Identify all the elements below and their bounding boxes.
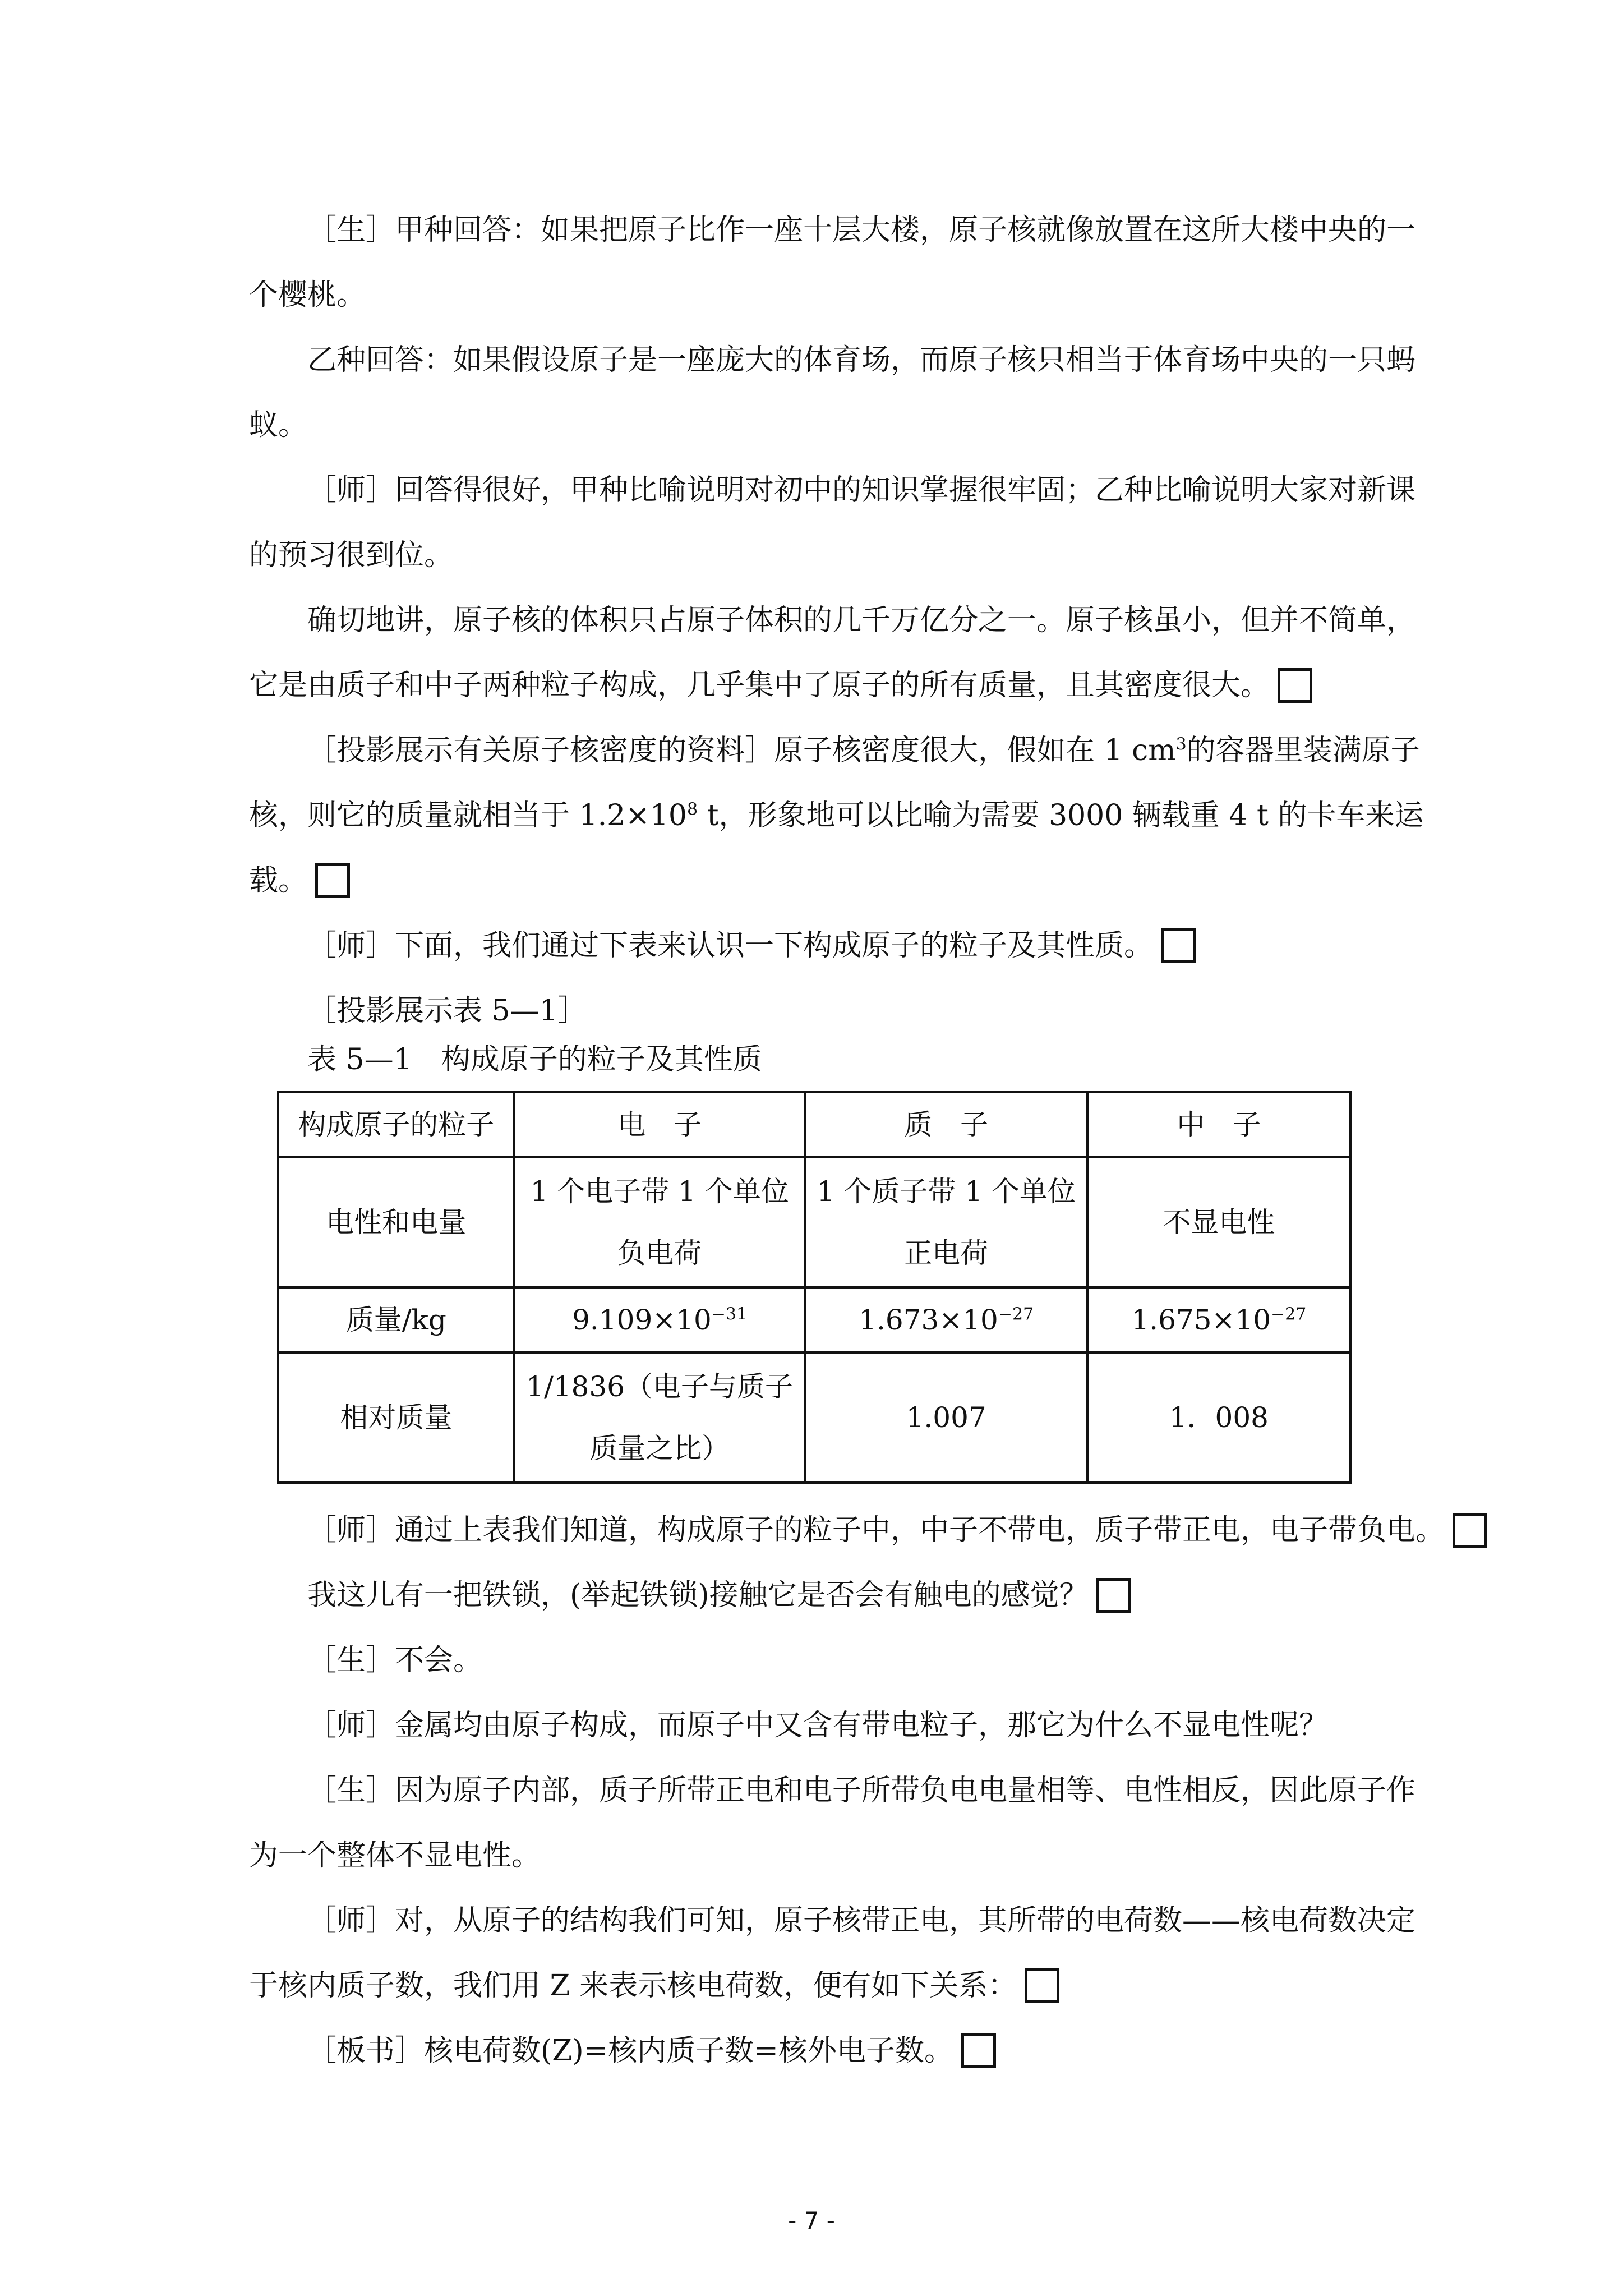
table-row — [278, 1157, 1350, 1287]
para-12-line-1: ［生］因为原子内部，质子所带正电和电子所带负电电量相等、电性相反，因此原子作 — [307, 1774, 1416, 1807]
para-5-text-d: t，形象地可以比喻为需要 3000 辆载重 4 t 的卡车来运 — [698, 799, 1424, 832]
para-5-text-a: ［投影展示有关原子核密度的资料］原子核密度很大，假如在 1 cm — [307, 734, 1176, 767]
cell-line: 1 个电子带 1 个单位 — [530, 1175, 789, 1208]
para-13-line-1: ［师］对，从原子的结构我们可知，原子核带正电，其所带的电荷数——核电荷数决定 — [307, 1904, 1416, 1938]
paragraph-6 — [249, 913, 1387, 978]
table-header-cell: 构成原子的粒子 — [278, 1092, 514, 1157]
cell-line: 1/1836（电子与质子 — [526, 1370, 794, 1403]
cell-exponent: −27 — [1271, 1304, 1307, 1324]
paragraph-5 — [249, 718, 1424, 913]
para-12-line-2: 为一个整体不显电性。 — [249, 1839, 541, 1872]
paragraph-9 — [307, 1563, 1446, 1628]
table-cell — [1087, 1287, 1350, 1352]
paragraph-11 — [307, 1693, 1446, 1758]
para-9-line-1: 我这儿有一把铁锁，(举起铁锁)接触它是否会有触电的感觉？ — [307, 1579, 1089, 1612]
paragraph-2 — [249, 328, 1416, 458]
para-6-line-1: ［师］下面，我们通过下表来认识一下构成原子的粒子及其性质。 — [307, 929, 1154, 963]
para-5-text-e: 载。 — [249, 864, 308, 898]
para-11-line-1: ［师］金属均由原子构成，而原子中又含有带电粒子，那它为什么不显电性呢？ — [307, 1709, 1329, 1742]
table-header-row — [278, 1092, 1350, 1157]
para-1-line-2: 个樱桃。 — [249, 278, 366, 312]
para-10-line-1: ［生］不会。 — [307, 1644, 483, 1677]
table-row-label: 电性和电量 — [278, 1157, 514, 1287]
table-caption: 表 5—1 构成原子的粒子及其性质 — [307, 1043, 762, 1076]
cell-line: 质量之比） — [589, 1432, 730, 1465]
table-header-cell: 电 子 — [514, 1092, 805, 1157]
paragraph-12 — [249, 1758, 1416, 1888]
particle-table — [277, 1091, 1352, 1484]
checkbox[interactable] — [961, 2033, 996, 2068]
cell-line: 正电荷 — [904, 1237, 989, 1269]
superscript: 3 — [1175, 734, 1187, 754]
para-3-line-2: 的预习很到位。 — [249, 539, 454, 572]
table-row — [278, 1352, 1350, 1483]
checkbox[interactable] — [1278, 668, 1312, 703]
paragraph-7 — [249, 978, 1387, 1043]
checkbox[interactable] — [315, 863, 350, 898]
table-cell — [514, 1157, 805, 1287]
cell-line: 负电荷 — [617, 1237, 702, 1269]
cell-exponent: −31 — [711, 1304, 748, 1324]
para-3-line-1: ［师］回答得很好，甲种比喻说明对初中的知识掌握很牢固；乙种比喻说明大家对新课 — [307, 473, 1416, 507]
table-cell — [805, 1157, 1087, 1287]
paragraph-10 — [307, 1628, 1446, 1693]
table-cell: 不显电性 — [1087, 1157, 1350, 1287]
cell-line: 1 个质子带 1 个单位 — [817, 1175, 1076, 1208]
paragraph-4 — [249, 588, 1416, 718]
paragraph-3 — [249, 458, 1416, 588]
table-header-cell: 质 子 — [805, 1092, 1087, 1157]
cell-value: 1.673×10 — [859, 1304, 998, 1336]
para-4-line-1: 确切地讲，原子核的体积只占原子体积的几千万亿分之一。原子核虽小，但并不简单， — [307, 604, 1416, 637]
checkbox[interactable] — [1096, 1578, 1131, 1613]
checkbox[interactable] — [1161, 928, 1196, 963]
para-14-line-1: ［板书］核电荷数(Z)=核内质子数=核外电子数。 — [307, 2034, 953, 2068]
para-1-line-1: ［生］甲种回答：如果把原子比作一座十层大楼，原子核就像放置在这所大楼中央的一 — [307, 213, 1416, 247]
cell-exponent: −27 — [998, 1304, 1034, 1324]
para-13-line-2: 于核内质子数，我们用 Z 来表示核电荷数，便有如下关系： — [249, 1969, 1017, 2003]
table-cell: 1．008 — [1087, 1352, 1350, 1483]
para-7-line-1: ［投影展示表 5—1］ — [307, 994, 587, 1028]
paragraph-13 — [249, 1888, 1416, 2018]
table-header-cell: 中 子 — [1087, 1092, 1350, 1157]
para-2-line-1: 乙种回答：如果假设原子是一座庞大的体育场，而原子核只相当于体育场中央的一只蚂 — [307, 343, 1416, 377]
table-row — [278, 1287, 1350, 1352]
checkbox[interactable] — [1453, 1513, 1487, 1548]
checkbox[interactable] — [1025, 1968, 1059, 2003]
table-cell: 1.007 — [805, 1352, 1087, 1483]
table-cell — [514, 1287, 805, 1352]
table-row-label: 质量/kg — [278, 1287, 514, 1352]
cell-value: 1.675×10 — [1131, 1304, 1271, 1336]
para-5-text-b: 的容器里装满原子 — [1186, 734, 1420, 767]
paragraph-14 — [307, 2018, 1446, 2083]
cell-value: 9.109×10 — [572, 1304, 712, 1336]
para-5-text-c: 核，则它的质量就相当于 1.2×10 — [249, 799, 687, 832]
paragraph-8 — [307, 1498, 1446, 1563]
superscript: 8 — [686, 799, 698, 820]
paragraph-1 — [249, 197, 1416, 328]
table-row-label: 相对质量 — [278, 1352, 514, 1483]
table-cell — [514, 1352, 805, 1483]
para-2-line-2: 蚁。 — [249, 408, 308, 442]
table-cell — [805, 1287, 1087, 1352]
page-number: - 7 - — [788, 2207, 835, 2234]
para-8-line-1: ［师］通过上表我们知道，构成原子的粒子中，中子不带电，质子带正电，电子带负电。 — [307, 1513, 1445, 1547]
para-4-line-2: 它是由质子和中子两种粒子构成，几乎集中了原子的所有质量，且其密度很大。 — [249, 669, 1270, 702]
